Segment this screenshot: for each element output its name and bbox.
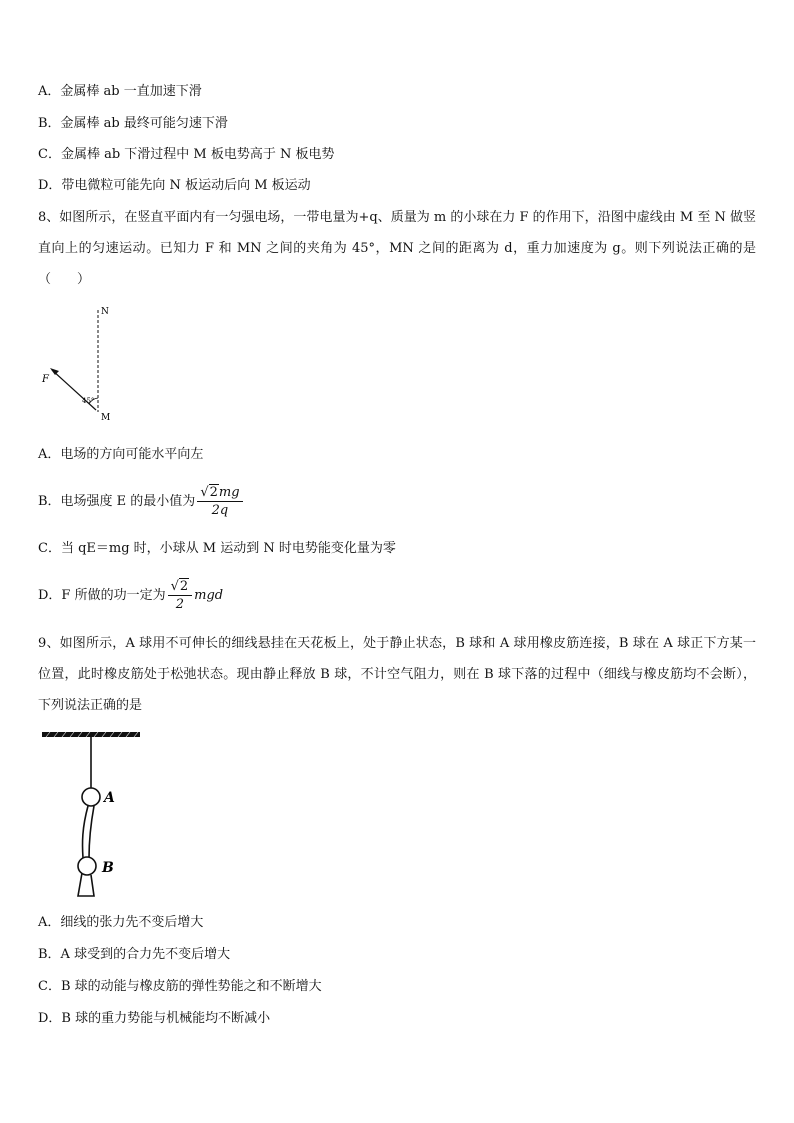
q9-figure [38, 728, 148, 900]
q7-option-b: B．金属棒 ab 最终可能匀速下滑 [38, 116, 228, 131]
q9-option-b: B．A 球受到的合力先不变后增大 [38, 947, 231, 962]
q7-option-a: A．金属棒 ab 一直加速下滑 [38, 84, 202, 99]
q8-label-m: M [101, 413, 111, 423]
q9-rubber-band-loop [78, 873, 94, 896]
q8-option-d-text: D．F 所做的功一定为 [38, 588, 166, 603]
q9-rubber-band [83, 806, 94, 858]
q9-option-d: D．B 球的重力势能与机械能均不断减小 [38, 1011, 271, 1026]
q9-ball-a [82, 788, 100, 806]
q8-option-b-fraction: $\frac{√2mg}{2q}$ [197, 484, 242, 519]
q9-label-b: B [102, 860, 114, 876]
q8-option-d-fraction: $\frac{√2}{2}$ [168, 578, 193, 613]
q7-option-d: D．带电微粒可能先向 N 板运动后向 M 板运动 [38, 178, 311, 193]
q8-label-n: N [101, 307, 109, 317]
q9-ball-b [78, 857, 96, 875]
q8-option-d-suffix: mgd [194, 588, 224, 603]
q8-option-b-text: B．电场强度 E 的最小值为 [38, 494, 196, 509]
q8-option-b-numerator: mg [218, 485, 240, 500]
q8-option-b-denominator: 2q [211, 503, 229, 518]
q9-option-c: C．B 球的动能与橡皮筋的弹性势能之和不断增大 [38, 979, 322, 994]
q8-option-c: C．当 qE＝mg 时，小球从 M 运动到 N 时电势能变化量为零 [38, 541, 396, 556]
q9-ceiling [42, 732, 140, 737]
q8-option-b [38, 484, 245, 520]
q8-figure [38, 300, 128, 425]
arrowhead-icon [50, 368, 59, 375]
q8-option-b-radicand: 2 [209, 485, 218, 500]
q8-option-a: A．电场的方向可能水平向左 [38, 447, 204, 462]
q8-stem: 8、如图所示，在竖直平面内有一匀强电场，一带电量为+q、质量为 m 的小球在力 F 的作用下，沿图中虚线由 M 至 N 做竖直向上的匀速运动。已知力 F 和 MN 之间的夹角为 45°，MN 之间的距离为 d，重力加速度为 g。则下列说法正确的是（ ） [38, 210, 756, 287]
q9-option-a: A．细线的张力先不变后增大 [38, 915, 204, 930]
q8-option-d-denominator: 2 [175, 597, 184, 612]
q8-label-f: F [42, 374, 49, 385]
q9-stem: 9、如图所示，A 球用不可伸长的细线悬挂在天花板上，处于静止状态，B 球和 A 球用橡皮筋连接，B 球在 A 球正下方某一位置，此时橡皮筋处于松弛状态。现由静止释放 B 球，不计空气阻力，则在 B 球下落的过程中（细线与橡皮筋均不会断），下列说法正确的是 [38, 636, 756, 713]
q7-option-c: C．金属棒 ab 下滑过程中 M 板电势高于 N 板电势 [38, 147, 335, 162]
q8-option-d-radicand: 2 [179, 579, 189, 594]
q8-option-d [38, 578, 223, 614]
q9-label-a: A [104, 790, 115, 806]
q8-angle-label: 45° [82, 397, 95, 405]
